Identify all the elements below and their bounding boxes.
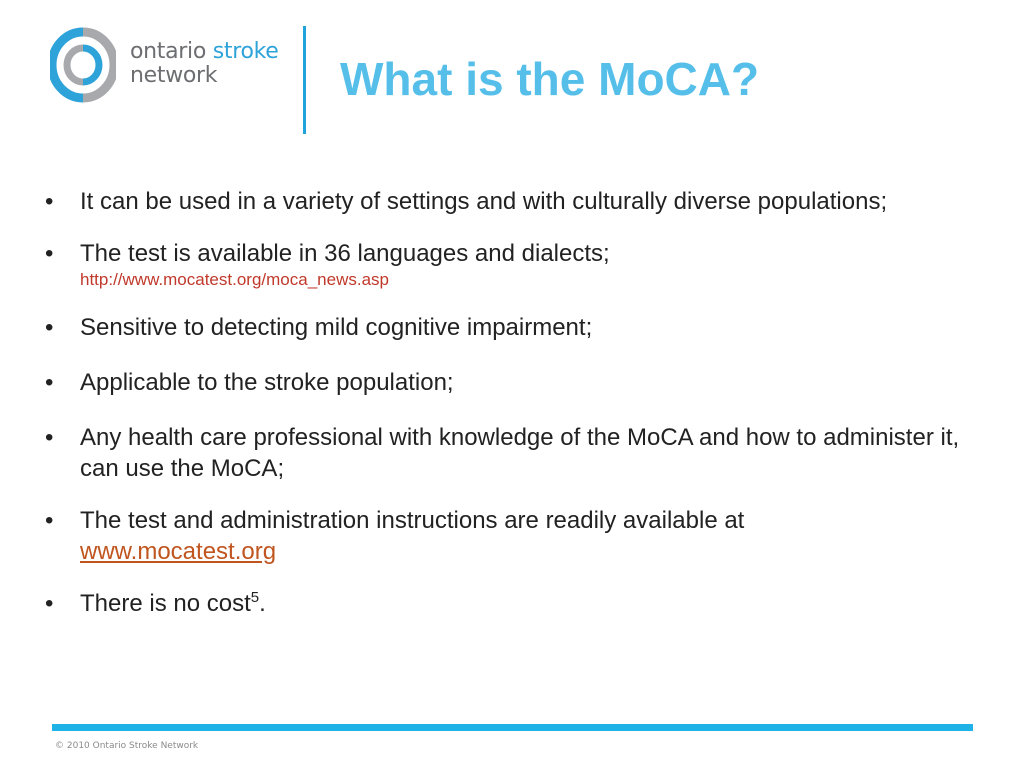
bullet-marker: • <box>45 424 54 451</box>
header-divider <box>303 26 306 134</box>
logo-text-stroke: stroke <box>212 39 279 64</box>
bullet-text: There is no cost <box>80 590 251 617</box>
ontario-stroke-network-logo <box>50 26 290 106</box>
bullet-marker: • <box>45 369 54 396</box>
logo-wordmark <box>130 40 279 88</box>
moca-news-url[interactable]: http://www.mocatest.org/moca_news.asp <box>80 270 389 289</box>
bullet-item <box>45 588 975 619</box>
stroke-network-logo-icon <box>50 26 116 104</box>
bullet-marker: • <box>45 240 54 267</box>
bullet-list <box>45 186 975 643</box>
logo-text-ontario: ontario <box>130 39 213 64</box>
mocatest-link[interactable]: www.mocatest.org <box>80 538 277 565</box>
bullet-marker: • <box>45 188 54 215</box>
bullet-item <box>45 312 975 343</box>
bullet-text: Applicable to the stroke population; <box>80 369 454 396</box>
bullet-item <box>45 505 975 567</box>
bullet-marker: • <box>45 507 54 534</box>
bullet-item <box>45 367 975 398</box>
bullet-text: It can be used in a variety of settings and with culturally diverse populations; <box>80 188 888 215</box>
bullet-item <box>45 422 975 484</box>
bullet-marker: • <box>45 590 54 617</box>
footnote-reference: 5 <box>250 589 260 606</box>
bullet-text: The test is available in 36 languages and dialects; <box>80 240 610 267</box>
footer-bar <box>52 724 973 731</box>
bullet-text: Sensitive to detecting mild cognitive impairment; <box>80 314 593 341</box>
footer-copyright: © 2010 Ontario Stroke Network <box>55 741 199 751</box>
logo-text-network: network <box>130 63 218 88</box>
bullet-item <box>45 238 975 291</box>
bullet-suffix: . <box>259 590 266 617</box>
slide-title: What is the MoCA? <box>340 53 760 105</box>
bullet-text: Any health care professional with knowledge of the MoCA and how to administer it, can use the MoCA; <box>80 424 960 482</box>
bullet-marker: • <box>45 314 54 341</box>
bullet-item <box>45 186 975 217</box>
bullet-text: The test and administration instructions are readily available at <box>80 507 745 534</box>
